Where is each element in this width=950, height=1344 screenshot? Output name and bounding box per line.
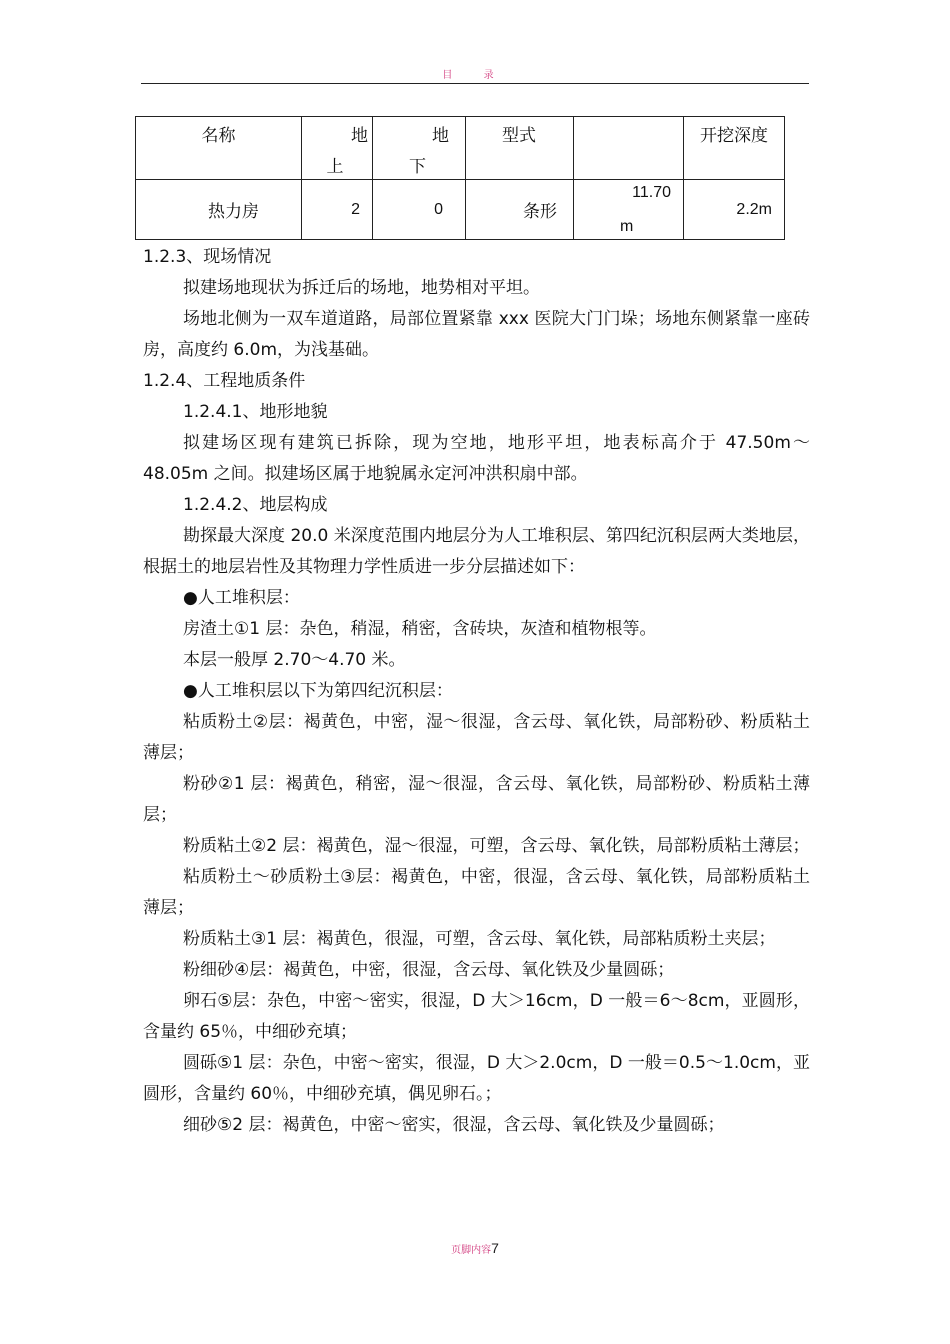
- paragraph: 勘探最大深度 20.0 米深度范围内地层分为人工堆积层、第四纪沉积层两大类地层，根据土的地层岩性及其物理力学性质进一步分层描述如下：: [143, 526, 810, 577]
- cell-name: 热力房: [136, 180, 302, 240]
- paragraph: 房渣土①1 层：杂色，稍湿，稍密，含砖块，灰渣和植物根等。: [183, 619, 657, 639]
- paragraph: 1.2.4、工程地质条件: [143, 371, 306, 391]
- paragraph: 场地北侧为一双车道道路，局部位置紧靠 xxx 医院大门门垛；场地东侧紧靠一座砖房，高度约 6.0m，为浅基础。: [143, 309, 810, 360]
- cell-value: 11.70 m: [574, 180, 684, 240]
- paragraph: 1.2.3、现场情况: [143, 247, 272, 267]
- cell-depth: 2.2m: [684, 180, 785, 240]
- paragraph: ●人工堆积层：: [183, 588, 300, 608]
- page-number: 7: [491, 1240, 499, 1256]
- header-cell-below: 地 下: [373, 117, 466, 180]
- paragraph: 粉质粘土②2 层：褐黄色，湿～很湿，可塑，含云母、氧化铁，局部粉质粘土薄层；: [183, 836, 810, 856]
- paragraph: 本层一般厚 2.70～4.70 米。: [183, 650, 406, 670]
- cell-above: 2: [302, 180, 373, 240]
- cell-below: 0: [373, 180, 466, 240]
- paragraph: 拟建场区现有建筑已拆除，现为空地，地形平坦，地表标高介于 47.50m～48.05m 之间。拟建场区属于地貌属永定河冲洪积扇中部。: [143, 433, 810, 484]
- header-cell-depth: 开挖深度: [684, 117, 785, 180]
- table-row: [136, 180, 785, 240]
- paragraph: 粉质粘土③1 层：褐黄色，很湿，可塑，含云母、氧化铁，局部粘质粉土夹层；: [183, 929, 776, 949]
- cell-type: 条形: [466, 180, 574, 240]
- paragraph: 粘质粉土②层：褐黄色，中密，湿～很湿，含云母、氧化铁，局部粉砂、粉质粘土薄层；: [143, 712, 810, 763]
- footer-label: 页脚内容: [451, 1245, 492, 1256]
- foundation-table: [135, 116, 785, 240]
- paragraph: ●人工堆积层以下为第四纪沉积层：: [183, 681, 453, 701]
- paragraph: 1.2.4.2、地层构成: [183, 495, 328, 515]
- paragraph: 1.2.4.1、地形地貌: [183, 402, 328, 422]
- page-footer: [0, 1240, 950, 1256]
- header-cell-blank: [574, 117, 684, 180]
- header-cell-type: 型式: [466, 117, 574, 180]
- paragraph: 细砂⑤2 层：褐黄色，中密～密实，很湿，含云母、氧化铁及少量圆砾；: [183, 1115, 725, 1135]
- header-rule: [141, 83, 809, 84]
- paragraph: 粉砂②1 层：褐黄色，稍密，湿～很湿，含云母、氧化铁，局部粉砂、粉质粘土薄层；: [143, 774, 810, 825]
- paragraph: 拟建场地现状为拆迁后的场地，地势相对平坦。: [183, 278, 540, 298]
- table-header-row: [136, 117, 785, 180]
- page-header: 目 录: [442, 70, 508, 81]
- body-text: [143, 242, 810, 1141]
- header-cell-above: 地 上: [302, 117, 373, 180]
- paragraph: 粉细砂④层：褐黄色，中密，很湿，含云母、氧化铁及少量圆砾；: [183, 960, 675, 980]
- paragraph: 粘质粉土～砂质粉土③层：褐黄色，中密，很湿，含云母、氧化铁，局部粉质粘土薄层；: [143, 867, 810, 918]
- paragraph: 圆砾⑤1 层：杂色，中密～密实，很湿，D 大＞2.0cm，D 一般＝0.5～1.0cm，亚圆形，含量约 60％，中细砂充填，偶见卵石。；: [143, 1053, 810, 1104]
- paragraph: 卵石⑤层：杂色，中密～密实，很湿，D 大＞16cm，D 一般＝6～8cm，亚圆形，含量约 65％，中细砂充填；: [143, 991, 810, 1042]
- header-cell-name: 名称: [136, 117, 302, 180]
